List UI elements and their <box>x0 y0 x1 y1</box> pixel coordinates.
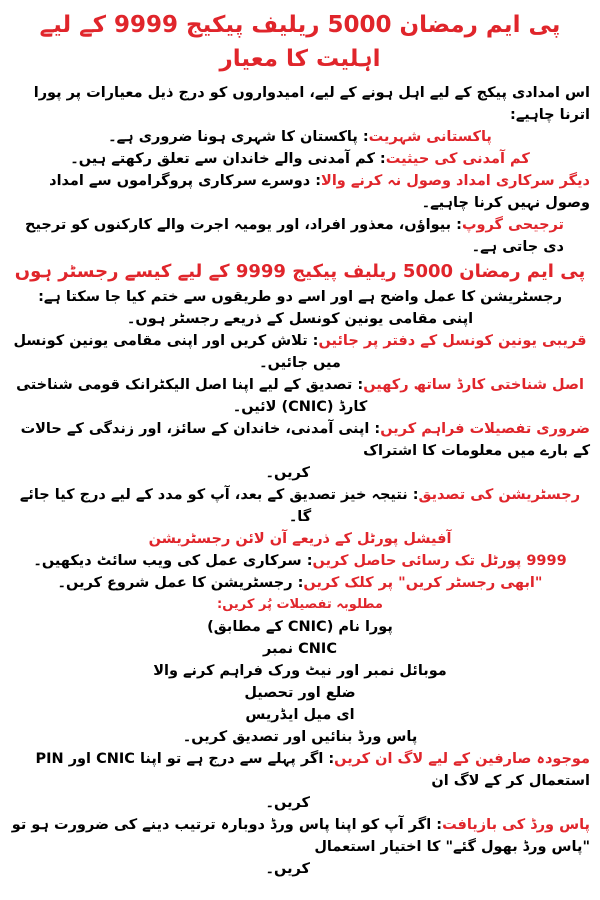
eligibility-item <box>10 170 590 214</box>
login-text: : اگر پہلے سے درج ہے تو اپنا CNIC اور PIN استعمال کر کے لاگ ان <box>35 751 590 789</box>
page-title: پی ایم رمضان 5000 ریلیف پیکیج 9999 کے لیے اہلیت کا معیار <box>39 12 561 72</box>
step-label: اصل شناختی کارڈ ساتھ رکھیں <box>363 377 584 393</box>
step-label: ضروری تفصیلات فراہم کریں <box>380 421 590 437</box>
detail-item: ای میل ایڈریس <box>245 707 355 723</box>
item-text: : کم آمدنی والے خاندان سے تعلق رکھتے ہیں۔ <box>70 151 386 167</box>
login-continuation: کریں۔ <box>265 795 310 811</box>
step-label: رجسٹریشن کی تصدیق <box>418 487 581 503</box>
union-step-continuation: کریں۔ <box>265 465 310 481</box>
eligibility-item <box>10 126 590 148</box>
union-intro: اپنی مقامی یونین کونسل کے ذریعے رجسٹر ہوں۔ <box>126 311 474 327</box>
details-heading: مطلوبہ تفصیلات پُر کریں: <box>217 597 383 612</box>
recovery-continuation: کریں۔ <box>265 861 310 877</box>
item-label: کم آمدنی کی حیثیت <box>385 151 530 167</box>
union-step <box>10 418 590 462</box>
detail-item: ضلع اور تحصیل <box>244 685 356 701</box>
detail-item: موبائل نمبر اور نیٹ ورک فراہم کرنے والا <box>153 663 447 679</box>
step-text: : نتیجہ خیز تصدیق کے بعد، آپ کو مدد کے لیے درج کیا جائے گا۔ <box>19 487 419 525</box>
eligibility-item <box>10 148 590 170</box>
item-label: پاکستانی شہریت <box>368 129 492 145</box>
register-intro: رجسٹریشن کا عمل واضح ہے اور اسے دو طریقوں سے ختم کیا جا سکتا ہے: <box>38 289 562 305</box>
online-heading: آفیشل پورٹل کے ذریعے آن لائن رجسٹریشن <box>148 531 452 547</box>
register-heading: پی ایم رمضان 5000 ریلیف پیکیج 9999 کے لیے کیسے رجسٹر ہوں <box>14 261 586 282</box>
step-text: : تصدیق کے لیے اپنا اصل الیکٹرانک قومی شناختی کارڈ (CNIC) لائیں۔ <box>16 377 368 415</box>
step-text: : اپنی آمدنی، خاندان کے سائز، اور زندگی کے حالات کے بارے میں معلومات کا اشتراک <box>20 421 590 459</box>
detail-item: CNIC نمبر <box>263 641 337 657</box>
recovery-label: پاس ورڈ کی بازیافت <box>442 817 590 833</box>
step-label: "ابھی رجسٹر کریں" پر کلک کریں <box>303 575 543 591</box>
item-text: : بیواؤں، معذور افراد، اور یومیہ اجرت والے کارکنوں کو ترجیح دی جاتی ہے۔ <box>25 217 564 255</box>
detail-item: پاس ورڈ بنائیں اور تصدیق کریں۔ <box>182 729 418 745</box>
online-step <box>10 550 590 572</box>
union-step <box>10 330 590 374</box>
intro-text: اس امدادی پیکج کے لیے اہل ہونے کے لیے، امیدواروں کو درج ذیل معیارات پر پورا اترنا چاہیے: <box>33 85 590 123</box>
step-text: : تلاش کریں اور اپنی مقامی یونین کونسل میں جائیں۔ <box>13 333 341 371</box>
login-label: موجودہ صارفین کے لیے لاگ ان کریں <box>334 751 590 767</box>
item-label: دیگر سرکاری امداد وصول نہ کرنے والا <box>321 173 590 189</box>
login-item <box>10 748 590 792</box>
union-step <box>10 484 590 528</box>
union-step <box>10 374 590 418</box>
step-text: : رجسٹریشن کا عمل شروع کریں۔ <box>57 575 304 591</box>
item-text: : دوسرے سرکاری پروگراموں سے امداد وصول نہیں کرنا چاہیے۔ <box>49 173 590 211</box>
eligibility-item <box>10 214 590 258</box>
item-text: : پاکستان کا شہری ہونا ضروری ہے۔ <box>108 129 369 145</box>
step-label: قریبی یونین کونسل کے دفتر پر جائیں <box>318 333 587 349</box>
detail-item: پورا نام (CNIC کے مطابق) <box>207 619 393 635</box>
step-label: 9999 پورٹل تک رسائی حاصل کریں <box>312 553 567 569</box>
online-step <box>10 572 590 594</box>
recovery-text: : اگر آپ کو اپنا پاس ورڈ دوبارہ ترتیب دینے کی ضرورت ہو تو "پاس ورڈ بھول گئے" کا اختیار استعمال <box>11 817 590 855</box>
recovery-item <box>10 814 590 858</box>
step-text: : سرکاری عمل کی ویب سائٹ دیکھیں۔ <box>33 553 313 569</box>
item-label: ترجیحی گروپ <box>461 217 564 233</box>
